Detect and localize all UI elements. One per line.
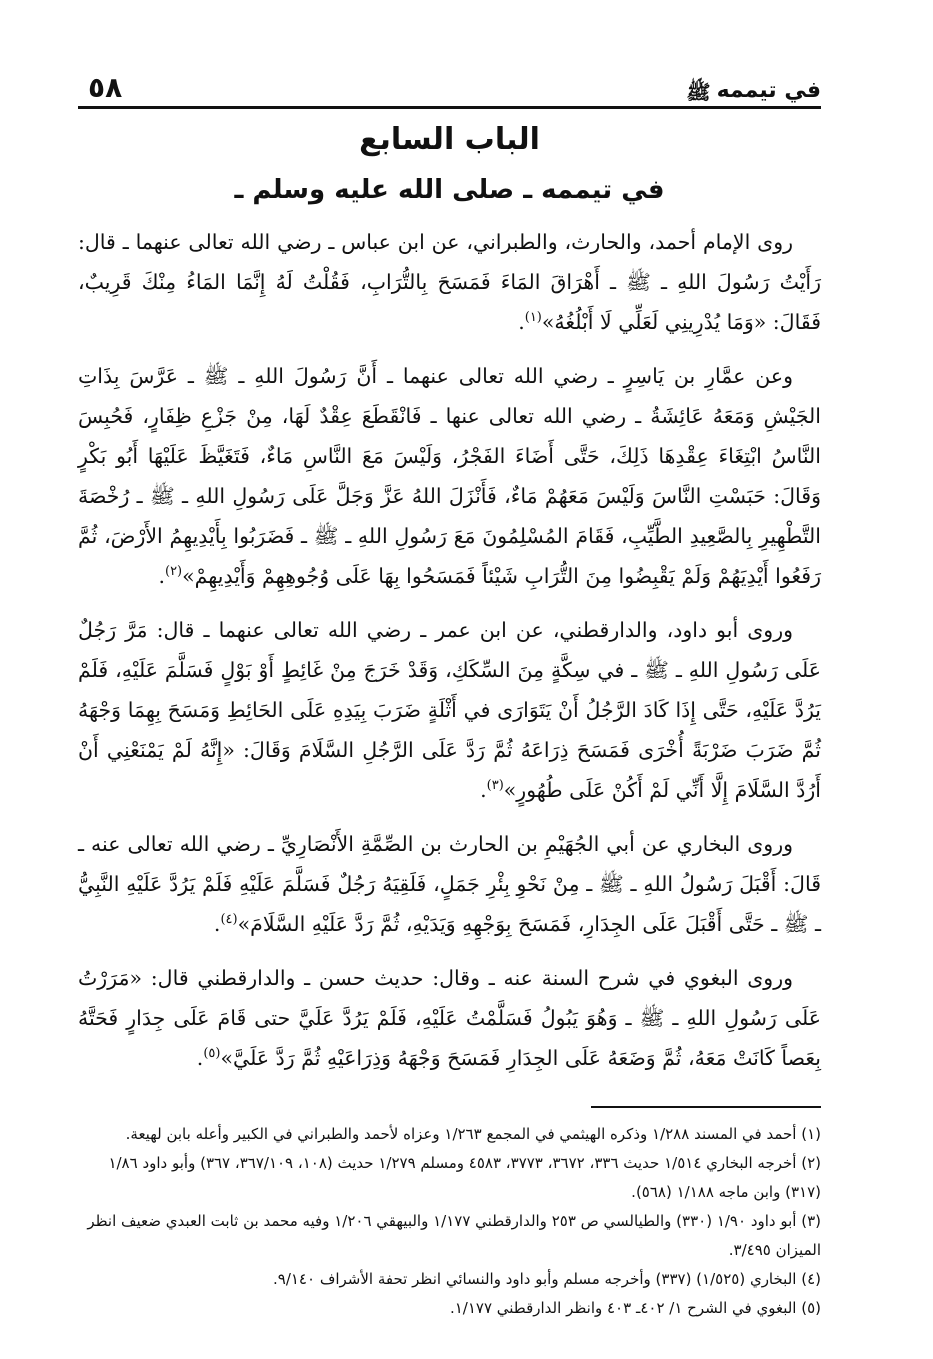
footnote: (٤) البخاري (١/٥٢٥) (٣٣٧) وأخرجه مسلم وأبو داود والنسائي انظر تحفة الأشراف ٩/١٤٠. [272,1270,821,1288]
chapter-title: الباب السابع [359,122,540,157]
paragraph: وعن عمَّارِ بن يَاسِرٍ ـ رضي الله تعالى عنهما ـ أَنَّ رَسُولَ اللهِ ـ ﷺ ـ عَرَّسَ بِذَاتِ الجَيْشِ وَمَعَهُ عَائِشَةُ ـ رضي الله تعالى عنها ـ فَانْقَطَعَ عِقْدٌ لَهَا، مِنْ جَزْعِ ظِفَارٍ، فَحُبِسَ النَّاسُ ابْتِغَاءَ عِقْدِهَا ذَلِكَ، حَتَّى أَضَاءَ الفَجْرُ، وَلَيْسَ مَعَ النَّاسِ مَاءٌ، فَتَغَيَّظَ عَلَيْهَا أَبُو بَكْرٍ وَقَالَ: حَبَسْتِ النَّاسَ وَلَيْسَ مَعَهُمْ مَاءٌ، فَأَنْزَلَ اللهُ عَزَّ وَجَلَّ عَلَى رَسُولِ اللهِ ـ ﷺ ـ رُخْصَةَ التَّطْهِيرِ بِالصَّعِيدِ الطَّيِّبِ، فَقَامَ المُسْلِمُونَ مَعَ رَسُولِ اللهِ ـ ﷺ ـ فَضَرَبُوا بِأَيْدِيهِمُ الأَرْضَ، ثُمَّ رَفَعُوا أَيْدِيَهُمْ وَلَمْ يَقْبِضُوا مِنَ التُّرَابِ شَيْئاً فَمَسَحُوا بِهَا عَلَى وُجُوهِهِمْ وَأَيْدِيهِمْ»$^{(٢)}$. [78,364,821,588]
running-title [686,80,821,102]
footnotes [78,1120,821,1323]
footnote-divider [591,1106,821,1108]
footnote-ref: (٢) [164,564,183,580]
footnote: (٢) أخرجه البخاري ١/٥١٤ حديث ٣٣٦، ٣٦٧٢، ٣٧٧٣، ٤٥٨٣ ومسلم ١/٢٧٩ حديث (١٠٨، ٣٦٧/١٠٩، ٣٦٧) وأبو داود ١/٨٦ (٣١٧) وابن ماجه ١/١٨٨ (٥٦٨). [108,1154,821,1201]
paragraph-text: روى الإمام أحمد، والحارث، والطبراني، عن ابن عباس ـ رضي الله تعالى عنهما ـ قال: رَأَيْتُ رَسُولَ اللهِ ـ ﷺ ـ أَهْرَاقَ المَاءَ فَمَسَحَ بِالتُّرَابِ، فَقُلْتُ لَهُ إِنَّمَا المَاءُ مِنْكَ قَرِيبٌ، فَقَالَ: «وَمَا يُدْرِينِي لَعَلِّي لَا أَبْلُغُهُ» [78,230,821,334]
footnote-ref: (٣) [486,778,504,794]
footnote-ref: (٥) [203,1046,221,1062]
paragraph: وروى البخاري عن أبي الجُهَيْمِ بن الحارث بن الصِّمَّةِ الأَنْصَارِيِّ ـ رضي الله تعالى عنه ـ قَالَ: أَقْبَلَ رَسُولُ اللهِ ـ ﷺ ـ مِنْ نَحْوِ بِئْرِ جَمَلٍ، فَلَقِيَهُ رَجُلٌ فَسَلَّمَ عَلَيْهِ فَلَمْ يَرُدَّ عَلَيْهِ النَّبِيُّ ـ ﷺ ـ حَتَّى أَقْبَلَ عَلَى الجِدَارِ، فَمَسَحَ بِوَجْهِهِ وَيَدَيْهِ، ثُمَّ رَدَّ عَلَيْهِ السَّلَامَ»$^{(٤)}$. [78,832,821,936]
footnote-ref: (٤) [220,912,238,928]
footnote: (١) أحمد في المسند ١/٢٨٨ وذكره الهيثمي في المجمع ١/٢٦٣ وعزاه لأحمد والطبراني في الكبير وأعله بابن لهيعة. [125,1125,821,1143]
paragraph-text: وروى البغوي في شرح السنة عنه ـ وقال: حديث حسن ـ والدارقطني قال: «مَرَرْتُ عَلَى رَسُولِ اللهِ ـ ﷺ ـ وَهُوَ يَبُولُ فَسَلَّمْتُ عَلَيْهِ، فَلَمْ يَرُدَّ عَلَيَّ حتى قَامَ عَلَى جِدَارٍ فَحَتَّهُ بِعَصاً كَانَتْ مَعَهُ، ثُمَّ وَضَعَهُ عَلَى الجِدَارِ فَمَسَحَ وَجْهَهُ وَذِرَاعَيْهِ ثُمَّ رَدَّ عَلَيَّ» [78,966,821,1070]
footnote: (٥) البغوي في الشرح ١/ ٤٠٢ـ ٤٠٣ وانظر الدارقطني ١/١٧٧. [449,1299,821,1317]
paragraph: روى الإمام أحمد، والحارث، والطبراني، عن ابن عباس ـ رضي الله تعالى عنهما ـ قال: رَأَيْتُ رَسُولَ اللهِ ـ ﷺ ـ أَهْرَاقَ المَاءَ فَمَسَحَ بِالتُّرَابِ، فَقُلْتُ لَهُ إِنَّمَا المَاءُ مِنْكَ قَرِيبٌ، فَقَالَ: «وَمَا يُدْرِينِي لَعَلِّي لَا أَبْلُغُهُ»$^{(١)}$. [78,230,821,334]
paragraph-text: وروى أبو داود، والدارقطني، عن ابن عمر ـ رضي الله تعالى عنهما ـ قال: مَرَّ رَجُلٌ عَلَى رَسُولِ اللهِ ـ ﷺ ـ في سِكَّةٍ مِنَ السِّكَكِ، وَقَدْ خَرَجَ مِنْ غَائِطٍ أَوْ بَوْلٍ فَسَلَّمَ عَلَيْهِ، فَلَمْ يَرُدَّ عَلَيْهِ، حَتَّى إِذَا كَادَ الرَّجُلُ أَنْ يَتَوَارَى في أَثْلَةٍ ضَرَبَ بِيَدِهِ عَلَى الحَائِطِ وَمَسَحَ بِهِمَا وَجْهَهُ ثُمَّ ضَرَبَ ضَرْبَةً أُخْرَى فَمَسَحَ ذِرَاعَهُ ثُمَّ رَدَّ عَلَى الرَّجُلِ السَّلَامَ وَقَالَ: «إِنَّهُ لَمْ يَمْنَعْنِي أَنْ أَرُدَّ السَّلَامَ إِلَّا أَنِّي لَمْ أَكُنْ عَلَى طُهُورٍ» [78,618,821,802]
paragraph: وروى البغوي في شرح السنة عنه ـ وقال: حديث حسن ـ والدارقطني قال: «مَرَرْتُ عَلَى رَسُولِ اللهِ ـ ﷺ ـ وَهُوَ يَبُولُ فَسَلَّمْتُ عَلَيْهِ، فَلَمْ يَرُدَّ عَلَيَّ حتى قَامَ عَلَى جِدَارٍ فَحَتَّهُ بِعَصاً كَانَتْ مَعَهُ، ثُمَّ وَضَعَهُ عَلَى الجِدَارِ فَمَسَحَ وَجْهَهُ وَذِرَاعَيْهِ ثُمَّ رَدَّ عَلَيَّ»$^{(٥)}$. [78,966,821,1070]
footnote-ref: (١) [524,310,542,326]
main-text [78,222,821,1092]
running-header [88,52,821,102]
running-title-text: في تيممه [716,78,821,103]
salawat-icon: ﷺ [686,80,711,104]
page-number: ٥٨ [88,71,123,104]
chapter-subtitle: في تيممه ـ صلى الله عليه وسلم ـ [234,175,665,205]
header-divider [78,106,821,109]
paragraph: وروى أبو داود، والدارقطني، عن ابن عمر ـ رضي الله تعالى عنهما ـ قال: مَرَّ رَجُلٌ عَلَى رَسُولِ اللهِ ـ ﷺ ـ في سِكَّةٍ مِنَ السِّكَكِ، وَقَدْ خَرَجَ مِنْ غَائِطٍ أَوْ بَوْلٍ فَسَلَّمَ عَلَيْهِ، فَلَمْ يَرُدَّ عَلَيْهِ، حَتَّى إِذَا كَادَ الرَّجُلُ أَنْ يَتَوَارَى في أَثْلَةٍ ضَرَبَ بِيَدِهِ عَلَى الحَائِطِ وَمَسَحَ بِهِمَا وَجْهَهُ ثُمَّ ضَرَبَ ضَرْبَةً أُخْرَى فَمَسَحَ ذِرَاعَهُ ثُمَّ رَدَّ عَلَى الرَّجُلِ السَّلَامَ وَقَالَ: «إِنَّهُ لَمْ يَمْنَعْنِي أَنْ أَرُدَّ السَّلَامَ إِلَّا أَنِّي لَمْ أَكُنْ عَلَى طُهُورٍ»$^{(٣)}$. [78,618,821,802]
paragraph-text: وعن عمَّارِ بن يَاسِرٍ ـ رضي الله تعالى عنهما ـ أَنَّ رَسُولَ اللهِ ـ ﷺ ـ عَرَّسَ بِذَاتِ الجَيْشِ وَمَعَهُ عَائِشَةُ ـ رضي الله تعالى عنها ـ فَانْقَطَعَ عِقْدٌ لَهَا، مِنْ جَزْعِ ظِفَارٍ، فَحُبِسَ النَّاسُ ابْتِغَاءَ عِقْدِهَا ذَلِكَ، حَتَّى أَضَاءَ الفَجْرُ، وَلَيْسَ مَعَ النَّاسِ مَاءٌ، فَتَغَيَّظَ عَلَيْهَا أَبُو بَكْرٍ وَقَالَ: حَبَسْتِ النَّاسَ وَلَيْسَ مَعَهُمْ مَاءٌ، فَأَنْزَلَ اللهُ عَزَّ وَجَلَّ عَلَى رَسُولِ اللهِ ـ ﷺ ـ رُخْصَةَ التَّطْهِيرِ بِالصَّعِيدِ الطَّيِّبِ، فَقَامَ المُسْلِمُونَ مَعَ رَسُولِ اللهِ ـ ﷺ ـ فَضَرَبُوا بِأَيْدِيهِمُ الأَرْضَ، ثُمَّ رَفَعُوا أَيْدِيَهُمْ وَلَمْ يَقْبِضُوا مِنَ التُّرَابِ شَيْئاً فَمَسَحُوا بِهَا عَلَى وُجُوهِهِمْ وَأَيْدِيهِمْ» [78,364,821,588]
footnote: (٣) أبو داود ١/٩٠ (٣٣٠) والطيالسي ص ٢٥٣ والدارقطني ١/١٧٧ والبيهقي ١/٢٠٦ وفيه محمد بن ثابت العبدي ضعيف انظر الميزان ٣/٤٩٥. [87,1212,821,1259]
paragraph-text: وروى البخاري عن أبي الجُهَيْمِ بن الحارث بن الصِّمَّةِ الأَنْصَارِيِّ ـ رضي الله تعالى عنه ـ قَالَ: أَقْبَلَ رَسُولُ اللهِ ـ ﷺ ـ مِنْ نَحْوِ بِئْرِ جَمَلٍ، فَلَقِيَهُ رَجُلٌ فَسَلَّمَ عَلَيْهِ فَلَمْ يَرُدَّ عَلَيْهِ النَّبِيُّ ـ ﷺ ـ حَتَّى أَقْبَلَ عَلَى الجِدَارِ، فَمَسَحَ بِوَجْهِهِ وَيَدَيْهِ، ثُمَّ رَدَّ عَلَيْهِ السَّلَامَ» [78,832,821,936]
